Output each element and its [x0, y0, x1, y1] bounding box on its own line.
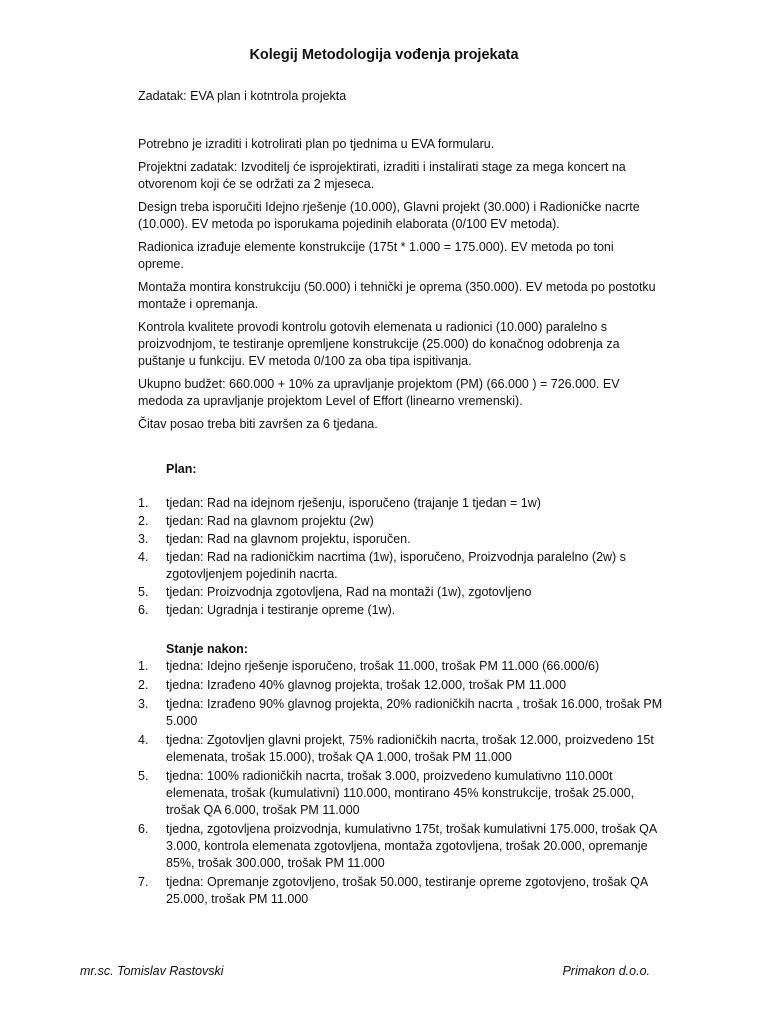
list-item	[138, 696, 668, 730]
item-text: tjedan: Proizvodnja zgotovljena, Rad na montaži (1w), zgotovljeno	[166, 585, 532, 599]
list-item	[138, 874, 668, 908]
item-text: tjedan: Rad na glavnom projektu, isporučen.	[166, 532, 411, 546]
plan-list	[138, 495, 658, 620]
paragraph: Potrebno je izraditi i kotrolirati plan po tjednima u EVA formularu.	[138, 137, 495, 151]
footer-company: Primakon d.o.o.	[562, 964, 650, 978]
item-text: tjedna, zgotovljena proizvodnja, kumulativno 175t, trošak kumulativni 175.000, trošak QA 3.000, kontrola elemenata zgotovljena, montaža zgotovljena, trošak 20.000, opremanje 85%, trošak 300.000, trošak PM 11.000	[166, 822, 657, 870]
item-number: 6.	[138, 603, 149, 617]
paragraph: Montaža montira konstrukciju (50.000) i tehnički je oprema (350.000). EV metoda po postotku montaže i opremanja.	[138, 280, 656, 311]
item-number: 2.	[138, 678, 149, 692]
item-text: tjedan: Rad na glavnom projektu (2w)	[166, 514, 374, 528]
document-title: Kolegij Metodologija vođenja projekata	[249, 47, 519, 63]
list-item	[138, 677, 668, 694]
state-list	[138, 658, 668, 910]
task-subtitle: Zadatak: EVA plan i kotntrola projekta	[138, 89, 347, 103]
item-text: tjedna: Izrađeno 90% glavnog projekta, 20% radioničkih nacrta , trošak 16.000, trošak PM 5.000	[166, 697, 663, 728]
list-item	[138, 732, 668, 766]
item-number: 4.	[138, 733, 149, 747]
list-item	[138, 584, 658, 601]
plan-heading: Plan:	[166, 462, 197, 476]
item-text: tjedan: Ugradnja i testiranje opreme (1w).	[166, 603, 396, 617]
list-item	[138, 821, 668, 872]
paragraph: Radionica izrađuje elemente konstrukcije (175t * 1.000 = 175.000). EV metoda po toni opreme.	[138, 240, 614, 271]
item-number: 2.	[138, 514, 149, 528]
item-text: tjedna: Izrađeno 40% glavnog projekta, trošak 12.000, trošak PM 11.000	[166, 678, 567, 692]
item-text: tjedan: Rad na idejnom rješenju, isporučeno (trajanje 1 tjedan = 1w)	[166, 496, 541, 510]
paragraph: Projektni zadatak: Izvoditelj će isprojektirati, izraditi i instalirati stage za mega koncert na otvorenom koji će se održati za 2 mjeseca.	[138, 160, 626, 191]
paragraph: Design treba isporučiti Idejno rješenje (10.000), Glavni projekt (30.000) i Radioničke nacrte (10.000). EV metoda po isporukama pojedinih elaborata (0/100 EV metoda).	[138, 200, 640, 231]
item-number: 5.	[138, 585, 149, 599]
paragraph: Kontrola kvalitete provodi kontrolu gotovih elemenata u radionici (10.000) paralelno s proizvodnjom, te testiranje opremljene konstrukcije (25.000) do konačnog odobrenja za puštanje u funkciju. EV metoda 0/100 za oba tipa ispitivanja.	[138, 320, 620, 368]
paragraph: Ukupno budžet: 660.000 + 10% za upravljanje projektom (PM) (66.000 ) = 726.000. EV medoda za upravljanje projektom Level of Effort (linearno vremenski).	[138, 377, 620, 408]
item-text: tjedna: Idejno rješenje isporučeno, trošak 11.000, trošak PM 11.000 (66.000/6)	[166, 659, 600, 673]
item-text: tjedan: Rad na radioničkim nacrtima (1w), isporučeno, Proizvodnja paralelno (2w) s zgotovljenjem pojedinih nacrta.	[166, 550, 626, 581]
footer-author: mr.sc. Tomislav Rastovski	[80, 964, 224, 978]
item-number: 6.	[138, 822, 149, 836]
list-item	[138, 513, 658, 530]
item-text: tjedna: 100% radioničkih nacrta, trošak 3.000, proizvedeno kumulativno 110.000t elemenata, trošak (kumulativni) 110.000, montirano 45% konstrukcije, trošak 25.000, trošak QA 6.000, trošak PM 11.000	[166, 769, 635, 817]
item-number: 5.	[138, 769, 149, 783]
item-number: 1.	[138, 496, 149, 510]
list-item	[138, 531, 658, 548]
item-text: tjedna: Zgotovljen glavni projekt, 75% radioničkih nacrta, trošak 12.000, proizvedeno 15t elemenata, trošak 15.000), trošak QA 1.000, trošak PM 11.000	[166, 733, 654, 764]
state-heading: Stanje nakon:	[166, 642, 248, 656]
item-number: 1.	[138, 659, 149, 673]
item-number: 7.	[138, 875, 149, 889]
task-description	[138, 136, 658, 439]
list-item	[138, 768, 668, 819]
list-item	[138, 549, 658, 583]
item-number: 3.	[138, 532, 149, 546]
list-item	[138, 658, 668, 675]
item-number: 3.	[138, 697, 149, 711]
paragraph: Čitav posao treba biti završen za 6 tjedana.	[138, 417, 378, 431]
item-text: tjedna: Opremanje zgotovljeno, trošak 50.000, testiranje opreme zgotovjeno, trošak QA 25.000, trošak PM 11.000	[166, 875, 648, 906]
item-number: 4.	[138, 550, 149, 564]
list-item	[138, 602, 658, 619]
list-item	[138, 495, 658, 512]
